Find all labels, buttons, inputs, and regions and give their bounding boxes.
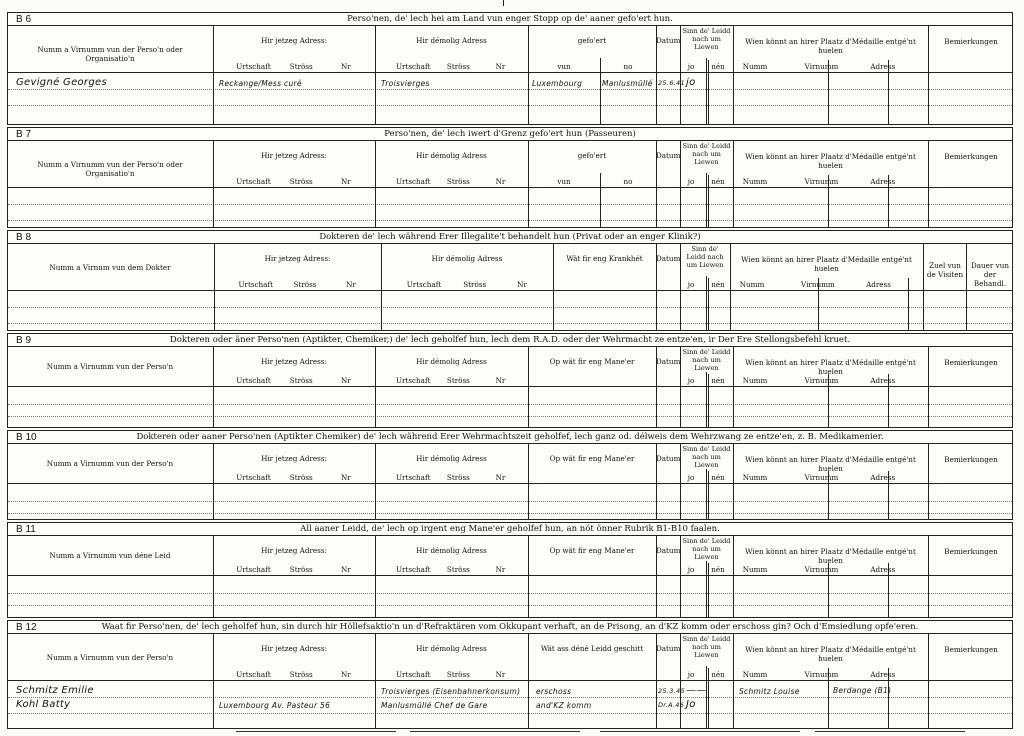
section-code: B 12 xyxy=(16,622,37,633)
form-section-b10 xyxy=(7,430,1013,520)
header-divider xyxy=(8,187,1012,188)
nr-header: Nr xyxy=(495,62,506,71)
date-header: Datum xyxy=(656,36,681,45)
remarks-header: Bemierkungen xyxy=(944,152,998,161)
section-code: B 7 xyxy=(16,129,32,140)
no-header: nén xyxy=(711,670,725,679)
form-section-b12 xyxy=(7,620,1013,729)
name-column-header: Numm a Virnumm vun déne Leid xyxy=(49,551,171,560)
section-code: B 6 xyxy=(16,14,32,25)
date-header: Datum xyxy=(656,254,681,263)
no-header: nén xyxy=(711,376,725,385)
urtschaft-header: Urtschaft xyxy=(238,280,274,289)
column-divider xyxy=(733,535,734,617)
date-header: Datum xyxy=(656,644,681,653)
date-header: Datum xyxy=(656,454,681,463)
yes-header: jo xyxy=(687,473,695,482)
treatment-duration-header: Dauer vun der Behandl. xyxy=(971,260,1009,288)
from-header: vun xyxy=(557,62,571,71)
remarks-header: Bemierkungen xyxy=(944,455,998,464)
title-divider xyxy=(8,535,1012,536)
date-header: Datum xyxy=(656,357,681,366)
section-code: B 9 xyxy=(16,335,32,346)
remarks-header: Bemierkungen xyxy=(944,358,998,367)
current-address-header: Hir jetzeg Adress: xyxy=(261,546,327,555)
current-address-header: Hir jetzeg Adress: xyxy=(261,454,327,463)
stross-header: Ströss xyxy=(446,670,470,679)
urtschaft-header: Urtschaft xyxy=(395,177,431,186)
header-divider xyxy=(8,575,1012,576)
entry-line xyxy=(8,501,1012,502)
urtschaft-header: Urtschaft xyxy=(236,177,271,186)
former-address-header: Hir démolig Adress xyxy=(416,357,487,366)
column-divider xyxy=(680,25,681,124)
title-divider xyxy=(8,346,1012,347)
urtschaft-header: Urtschaft xyxy=(236,565,271,574)
column-divider xyxy=(706,58,707,124)
remarks-header: Bemierkungen xyxy=(944,37,998,46)
medal-firstname-header: Virnumm xyxy=(801,280,835,289)
medal-header: Wien könnt an hirer Plaatz d'Médaille entgé'nt huelen xyxy=(745,37,916,55)
nr-header: Nr xyxy=(340,565,351,574)
title-divider xyxy=(8,25,1012,26)
current-address-header: Hir jetzeg Adress: xyxy=(261,36,327,45)
yes-header: jo xyxy=(687,565,695,574)
urtschaft-header: Urtschaft xyxy=(395,376,431,385)
nr-header: Nr xyxy=(495,670,506,679)
remarks-header: Bemierkungen xyxy=(944,547,998,556)
entry-line xyxy=(8,513,1012,514)
urtschaft-header: Urtschaft xyxy=(236,473,271,482)
medal-firstname-header: Virnumm xyxy=(804,177,839,186)
entry-line xyxy=(8,323,1012,324)
yes-header: jo xyxy=(687,376,695,385)
column-divider xyxy=(706,561,707,617)
entry-line xyxy=(8,204,1012,205)
alive-header: Sinn de' Leidd nach um Liewen xyxy=(682,142,731,166)
entry-alive: jo xyxy=(686,77,696,88)
column-3-header: Op wät fir eng Mane'er xyxy=(549,454,635,463)
entry-date: Dr.A.46 xyxy=(658,701,685,709)
column-divider xyxy=(923,243,924,330)
medal-header: Wien könnt an hirer Plaatz d'Médaille entgé'nt huelen xyxy=(745,152,916,170)
entry-date: 25.3.45 xyxy=(658,687,685,695)
medal-address-header: Adress xyxy=(870,62,896,71)
alive-header: Sinn de' Leidd nach um Liewen xyxy=(682,348,731,372)
stross-header: Ströss xyxy=(289,473,313,482)
header-divider xyxy=(8,72,1012,73)
medal-address-header: Adress xyxy=(870,670,896,679)
name-column-header: Numm a Virnumm vun der Perso'n xyxy=(46,362,174,371)
column-divider xyxy=(706,276,707,330)
column-divider xyxy=(733,25,734,124)
column-divider xyxy=(706,372,707,427)
urtschaft-header: Urtschaft xyxy=(236,62,271,71)
entry-line xyxy=(8,416,1012,417)
section-title: Dokteren oder aaner Perso'nen (Aptikter Chemiker) de' lech während Erer Wehrmachtszeit geholfef, lech ganz od. délweis dem Wehrzwang ze entze'en, z. B. Medikamenier. xyxy=(136,432,884,442)
nr-header: Nr xyxy=(495,565,506,574)
alive-header: Sinn de' Leidd nach um Liewen xyxy=(682,635,731,659)
top-tick-mark xyxy=(503,0,504,6)
nr-header: Nr xyxy=(495,376,506,385)
column-divider xyxy=(528,346,529,427)
medal-firstname-header: Virnumm xyxy=(804,565,839,574)
medal-address-header: Adress xyxy=(866,280,891,289)
alive-header: Sinn de' Leidd nach um Liewen xyxy=(686,245,724,269)
section-code: B 8 xyxy=(16,232,32,243)
section-code: B 10 xyxy=(16,432,37,443)
entry-medal-name: Schmitz Louise xyxy=(739,687,800,696)
nr-header: Nr xyxy=(495,473,506,482)
name-column-header: Numm a Virnumm vun der Perso'n xyxy=(46,652,174,662)
header-divider xyxy=(8,386,1012,387)
column-divider xyxy=(680,346,681,427)
column-divider xyxy=(528,535,529,617)
section-title: Waat fir Perso'nen, de' lech geholfef hun, sin durch hir Höllefsaktio'n un d'Refraktären vom Okkupant verhaft, an de Prisong, an d'KZ komm oder erschoss gin? Och d'Emsiedlung opfe'eren. xyxy=(101,622,919,632)
entry-line xyxy=(8,605,1012,606)
section-title: Perso'nen, de' lech hei am Land vun enger Stopp op de' aaner gefo'ert hun. xyxy=(347,14,673,24)
header-divider xyxy=(8,680,1012,681)
column-divider xyxy=(553,243,554,330)
urtschaft-header: Urtschaft xyxy=(236,376,271,385)
medal-name-header: Numm xyxy=(742,565,768,574)
stross-header: Ströss xyxy=(289,376,313,385)
nr-header: Nr xyxy=(340,473,351,482)
form-section-b8 xyxy=(7,230,1013,331)
former-address-header: Hir démolig Adress xyxy=(431,254,503,263)
date-header: Datum xyxy=(656,151,681,160)
alive-header: Sinn de' Leidd nach um Liewen xyxy=(682,445,731,469)
entry-name: Gevigné Georges xyxy=(16,77,107,88)
header-divider xyxy=(8,483,1012,484)
entry-line xyxy=(8,220,1012,221)
column-3-header: Wät ass déné Leidd geschitt xyxy=(540,644,644,653)
column-divider xyxy=(706,173,707,227)
no-header: nén xyxy=(711,280,725,289)
from-header: vun xyxy=(557,177,571,186)
form-section-b6 xyxy=(7,12,1013,125)
entry-name: Kohl Batty xyxy=(16,699,71,710)
alive-header: Sinn de' Leidd nach um Liewen xyxy=(682,537,731,561)
entry-former-address: Troisvierges (Eisenbahnerkonsum) xyxy=(381,687,521,696)
no-header: nén xyxy=(711,177,725,186)
stross-header: Ströss xyxy=(293,280,317,289)
column-3-header: Wät fir eng Krankhét xyxy=(566,254,643,263)
current-address-header: Hir jetzeg Adress: xyxy=(261,357,327,366)
column-divider xyxy=(733,140,734,227)
column-divider xyxy=(528,25,529,124)
yes-header: jo xyxy=(687,177,695,186)
medal-address-header: Adress xyxy=(870,565,896,574)
form-section-b9 xyxy=(7,333,1013,428)
remarks-header: Bemierkungen xyxy=(944,645,998,654)
stross-header: Ströss xyxy=(446,177,470,186)
no-header: nén xyxy=(711,473,725,482)
entry-to: Manlusmüllé xyxy=(602,79,653,88)
urtschaft-header: Urtschaft xyxy=(395,473,431,482)
medal-name-header: Numm xyxy=(739,280,765,289)
nr-header: Nr xyxy=(495,177,506,186)
header-divider xyxy=(8,290,1012,291)
former-address-header: Hir démolig Adress xyxy=(416,546,487,555)
column-3-header: gefo'ert xyxy=(577,151,607,160)
entry-date: 25.6.41 xyxy=(658,79,685,87)
column-3-header: Op wät fir eng Mane'er xyxy=(549,357,635,366)
stross-header: Ströss xyxy=(463,280,487,289)
column-divider xyxy=(680,633,681,728)
nr-header: Nr xyxy=(340,62,351,71)
name-column-header: Numm a Virnumm vun der Perso'n xyxy=(46,459,174,468)
section-title: All aaner Leidd, de' lech op irgent eng Mane'er geholfef hun, an nöt önner Rubrik B1-B10 faalen. xyxy=(300,524,720,534)
current-address-header: Hir jetzeg Adress: xyxy=(264,254,331,263)
title-divider xyxy=(8,140,1012,141)
name-column-header: Numm a Virnumm vun der Perso'n oder Organisatio'n xyxy=(37,44,183,63)
entry-line xyxy=(8,105,1012,106)
yes-header: jo xyxy=(687,670,695,679)
entry-alive: —— xyxy=(686,685,707,696)
column-divider xyxy=(733,633,734,728)
bottom-rule xyxy=(236,731,396,732)
column-3-header: Op wät fir eng Mane'er xyxy=(549,546,635,555)
stross-header: Ströss xyxy=(446,62,470,71)
medal-header: Wien könnt an hirer Plaatz d'Médaille entgé'nt huelen xyxy=(741,255,912,273)
title-divider xyxy=(8,243,1012,244)
entry-line xyxy=(8,697,1012,698)
column-divider xyxy=(528,633,529,728)
medal-name-header: Numm xyxy=(742,670,768,679)
medal-header: Wien könnt an hirer Plaatz d'Médaille entgé'nt huelen xyxy=(745,547,916,565)
urtschaft-header: Urtschaft xyxy=(236,670,271,679)
entry-remarks: Berdange (B1) xyxy=(833,686,892,695)
column-divider xyxy=(706,666,707,728)
former-address-header: Hir démolig Adress xyxy=(416,151,487,160)
former-address-header: Hir démolig Adress xyxy=(416,454,487,463)
entry-alive: Jo xyxy=(686,699,696,710)
entry-former-address: Troisvierges xyxy=(381,79,430,88)
stross-header: Ströss xyxy=(289,62,313,71)
entry-line xyxy=(8,89,1012,90)
section-title: Perso'nen, de' lech iwert d'Grenz gefo'ert hun (Passeuren) xyxy=(384,129,636,139)
section-title: Dokteren oder äner Perso'nen (Aptikter, Chemiker,) de' lech geholfef hun, lech dem R.A.D. oder der Wehrmacht ze entze'en, ir Der Ere Stellongsbefehl kruet. xyxy=(169,335,851,345)
medal-name-header: Numm xyxy=(742,376,768,385)
visits-header: Zuel vun de Visiten xyxy=(926,260,964,279)
entry-line xyxy=(8,593,1012,594)
urtschaft-header: Urtschaft xyxy=(406,280,442,289)
date-header: Datum xyxy=(656,546,681,555)
nr-header: Nr xyxy=(346,280,356,289)
urtschaft-header: Urtschaft xyxy=(395,62,431,71)
former-address-header: Hir démolig Adress xyxy=(416,644,487,653)
name-column-header: Numm a Virnumm vun der Perso'n oder Organisatio'n xyxy=(37,159,183,178)
to-header: no xyxy=(623,177,633,186)
medal-header: Wien könnt an hirer Plaatz d'Médaille entgé'nt huelen xyxy=(745,358,916,376)
column-divider xyxy=(706,469,707,519)
to-header: no xyxy=(623,62,633,71)
medal-header: Wien könnt an hirer Plaatz d'Médaille entgé'nt huelen xyxy=(745,455,916,473)
nr-header: Nr xyxy=(340,376,351,385)
medal-name-header: Numm xyxy=(742,62,768,71)
stross-header: Ströss xyxy=(446,376,470,385)
yes-header: jo xyxy=(687,280,695,289)
entry-current-address: Luxembourg Av. Pasteur 56 xyxy=(219,701,331,710)
bottom-rule xyxy=(410,731,580,732)
section-title: Dokteren de' lech während Erer Illegalite't behandelt hun (Privat oder an enger Klinik?) xyxy=(319,232,701,242)
medal-firstname-header: Virnumm xyxy=(804,376,839,385)
column-divider xyxy=(966,243,967,330)
entry-fate: and'KZ komm xyxy=(536,701,592,710)
medal-firstname-header: Virnumm xyxy=(804,473,839,482)
column-divider xyxy=(733,346,734,427)
urtschaft-header: Urtschaft xyxy=(395,670,431,679)
entry-current-address: Reckange/Mess curé xyxy=(219,79,302,88)
column-divider xyxy=(733,443,734,519)
stross-header: Ströss xyxy=(289,177,313,186)
entry-name: Schmitz Emilie xyxy=(16,685,94,696)
entry-line xyxy=(8,307,1012,308)
urtschaft-header: Urtschaft xyxy=(395,565,431,574)
entry-former-address: Manlusmüllé Chef de Gare xyxy=(381,701,488,710)
stross-header: Ströss xyxy=(446,565,470,574)
alive-header: Sinn de' Leidd nach um Liewen xyxy=(682,27,731,51)
form-section-b11 xyxy=(7,522,1013,618)
nr-header: Nr xyxy=(517,280,527,289)
column-3-header: gefo'ert xyxy=(577,36,607,45)
medal-address-header: Adress xyxy=(870,473,896,482)
former-address-header: Hir démolig Adress xyxy=(416,36,487,45)
nr-header: Nr xyxy=(340,670,351,679)
no-header: nén xyxy=(711,565,725,574)
bottom-rule xyxy=(815,731,965,732)
form-section-b7 xyxy=(7,127,1013,228)
medal-name-header: Numm xyxy=(742,473,768,482)
entry-fate: erschoss xyxy=(536,687,572,696)
no-header: nén xyxy=(711,62,725,71)
current-address-header: Hir jetzeg Adress: xyxy=(261,151,327,160)
stross-header: Ströss xyxy=(289,670,313,679)
medal-firstname-header: Virnumm xyxy=(804,670,839,679)
nr-header: Nr xyxy=(340,177,351,186)
title-divider xyxy=(8,633,1012,634)
column-divider xyxy=(908,278,909,330)
current-address-header: Hir jetzeg Adress: xyxy=(261,644,327,653)
name-column-header: Numm a Virnum vun dem Dokter xyxy=(49,262,171,272)
medal-address-header: Adress xyxy=(870,177,896,186)
entry-line xyxy=(8,713,1012,714)
entry-line xyxy=(8,404,1012,405)
column-divider xyxy=(680,535,681,617)
entry-from: Luxembourg xyxy=(532,79,583,88)
stross-header: Ströss xyxy=(289,565,313,574)
medal-header: Wien könnt an hirer Plaatz d'Médaille entgé'nt huelen xyxy=(745,645,916,663)
stross-header: Ströss xyxy=(446,473,470,482)
yes-header: jo xyxy=(687,62,695,71)
bottom-rule xyxy=(600,731,800,732)
column-divider xyxy=(528,443,529,519)
column-divider xyxy=(730,243,731,330)
medal-address-header: Adress xyxy=(870,376,896,385)
medal-firstname-header: Virnumm xyxy=(804,62,839,71)
section-code: B 11 xyxy=(16,524,36,535)
medal-name-header: Numm xyxy=(742,177,768,186)
title-divider xyxy=(8,443,1012,444)
